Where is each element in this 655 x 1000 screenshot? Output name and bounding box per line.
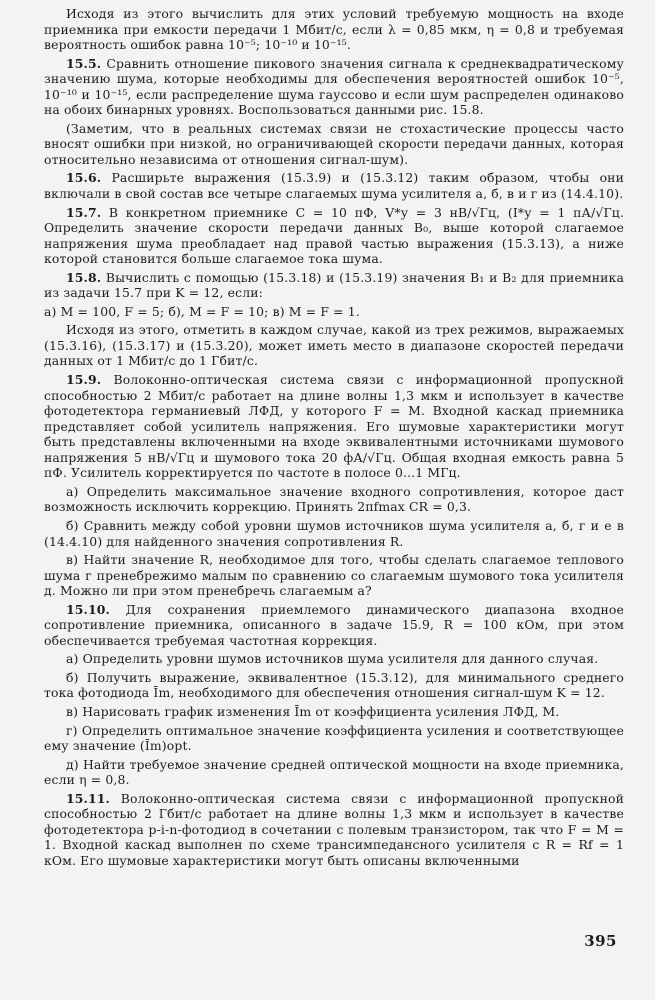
problem-number: 15.5.: [66, 55, 102, 71]
sub-item-g: г) Определить оптимальное значение коэффициента усиления и соответствующее ему значение (Īm)opt.: [44, 722, 624, 754]
problem-number: 15.6.: [66, 170, 102, 186]
problem-15-9: 15.9. Волоконно-оптическая система связи с информационной пропускной способностью 2 Мбит/с работает на длине волны 1,3 мкм и использует в качестве фотодетектора германиевый ЛФД, у которого F = M. Входной каскад приемника представляет собой усилитель напряжения. Его шумовые характеристики могут быть представлены включенными на входе эквивалентными источниками шумового напряжения 5 нВ/√Гц и шумового тока 20 фА/√Гц. Общая входная емкость равна 5 пФ. Усилитель корректируется по частоте в полосе 0...1 МГц.: [44, 372, 625, 481]
problem-number: 15.9.: [66, 372, 102, 388]
sub-item-b: б) Получить выражение, эквивалентное (15.3.12), для минимального среднего тока фотодиода Īm, необходимого для обеспечения отношения сигнал-шум K = 12.: [44, 669, 624, 701]
page-number: 395: [584, 932, 617, 950]
paragraph-intro: Исходя из этого вычислить для этих условий требуемую мощность на входе приемника при емкости передачи 1 Мбит/с, если λ = 0,85 мкм, η = 0,8 и требуемая вероятность ошибок равна 10⁻⁵; 10⁻¹⁰ и 10⁻¹⁵.: [44, 6, 624, 53]
sub-item-v: в) Нарисовать график изменения Īm от коэффициента усиления ЛФД, M.: [66, 703, 560, 719]
paragraph-note: (Заметим, что в реальных системах связи не стохастические процессы часто вносят ошибки при низкой, но ограничивающей скорости передачи данных, которая относительно независима от отношения сигнал-шум).: [44, 120, 624, 167]
sub-item-v: в) Найти значение R, необходимое для того, чтобы сделать слагаемое теплового шума г пренебрежимо малым по сравнению со слагаемым шумового тока усилителя д. Можно ли при этом пренебречь слагаемым а?: [44, 552, 624, 599]
problem-number: 15.10.: [66, 601, 111, 617]
problem-15-6: 15.6. Расширьте выражения (15.3.9) и (15.3.12) таким образом, чтобы они включали в свой состав все четыре слагаемых шума усилителя а, б, в и г из (14.4.10).: [44, 170, 624, 202]
paragraph-cases: а) M = 100, F = 5; б), M = F = 10; в) M = F = 1.: [44, 303, 360, 319]
page-body: [44, 6, 624, 871]
problem-number: 15.8.: [66, 269, 102, 285]
problem-15-5: 15.5. Сравнить отношение пикового значения сигнала к среднеквадратическому значению шума, которые необходимы для обеспечения вероятностей ошибок 10⁻⁵, 10⁻¹⁰ и 10⁻¹⁵, если распределение шума гауссово и если шум распределен одинаково на обоих бинарных уровнях. Воспользоваться данными рис. 15.8.: [44, 55, 624, 118]
problem-15-10: 15.10. Для сохранения приемлемого динамического диапазона входное сопротивление приемника, описанного в задаче 15.9, R = 100 кОм, при этом обеспечивается требуемая частотная коррекция.: [44, 601, 624, 648]
problem-15-8: 15.8. Вычислить с помощью (15.3.18) и (15.3.19) значения B₁ и B₂ для приемника из задачи 15.7 при K = 12, если:: [44, 269, 624, 301]
paragraph-regimes: Исходя из этого, отметить в каждом случае, какой из трех режимов, выражаемых (15.3.16), (15.3.17) и (15.3.20), может иметь место в диапазоне скоростей передачи данных от 1 Мбит/с до 1 Гбит/с.: [44, 322, 624, 369]
problem-number: 15.11.: [66, 790, 111, 806]
problem-15-11: 15.11. Волоконно-оптическая система связи с информационной пропускной способностью 2 Гбит/с работает на длине волны 1,3 мкм и использует в качестве фотодетектора p-i-n-фотодиод в сочетании с полевым транзистором, так что F = M = 1. Входной каскад выполнен по схеме трансимпедансного усилителя с R = Rf = 1 кОм. Его шумовые характеристики могут быть описаны включенными: [44, 790, 624, 868]
sub-item-b: б) Сравнить между собой уровни шумов источников шума усилителя а, б, г и е в (14.4.10) для найденного значения сопротивления R.: [44, 517, 624, 549]
problem-15-7: 15.7. В конкретном приемнике C = 10 пФ, V*у = 3 нВ/√Гц, (I*у = 1 пА/√Гц. Определить значение скорости передачи данных B₀, выше которой слагаемое напряжения шума преобладает над правой частью выражения (15.3.13), а ниже которой становится больше слагаемое тока шума.: [44, 204, 625, 267]
sub-item-d: д) Найти требуемое значение средней оптической мощности на входе приемника, если η = 0,8.: [44, 756, 624, 788]
problem-number: 15.7.: [66, 204, 102, 220]
sub-item-a: а) Определить максимальное значение входного сопротивления, которое даст возможность исключить коррекцию. Принять 2πfmax CR = 0,3.: [44, 483, 624, 515]
sub-item-a: а) Определить уровни шумов источников шума усилителя для данного случая.: [66, 651, 599, 667]
